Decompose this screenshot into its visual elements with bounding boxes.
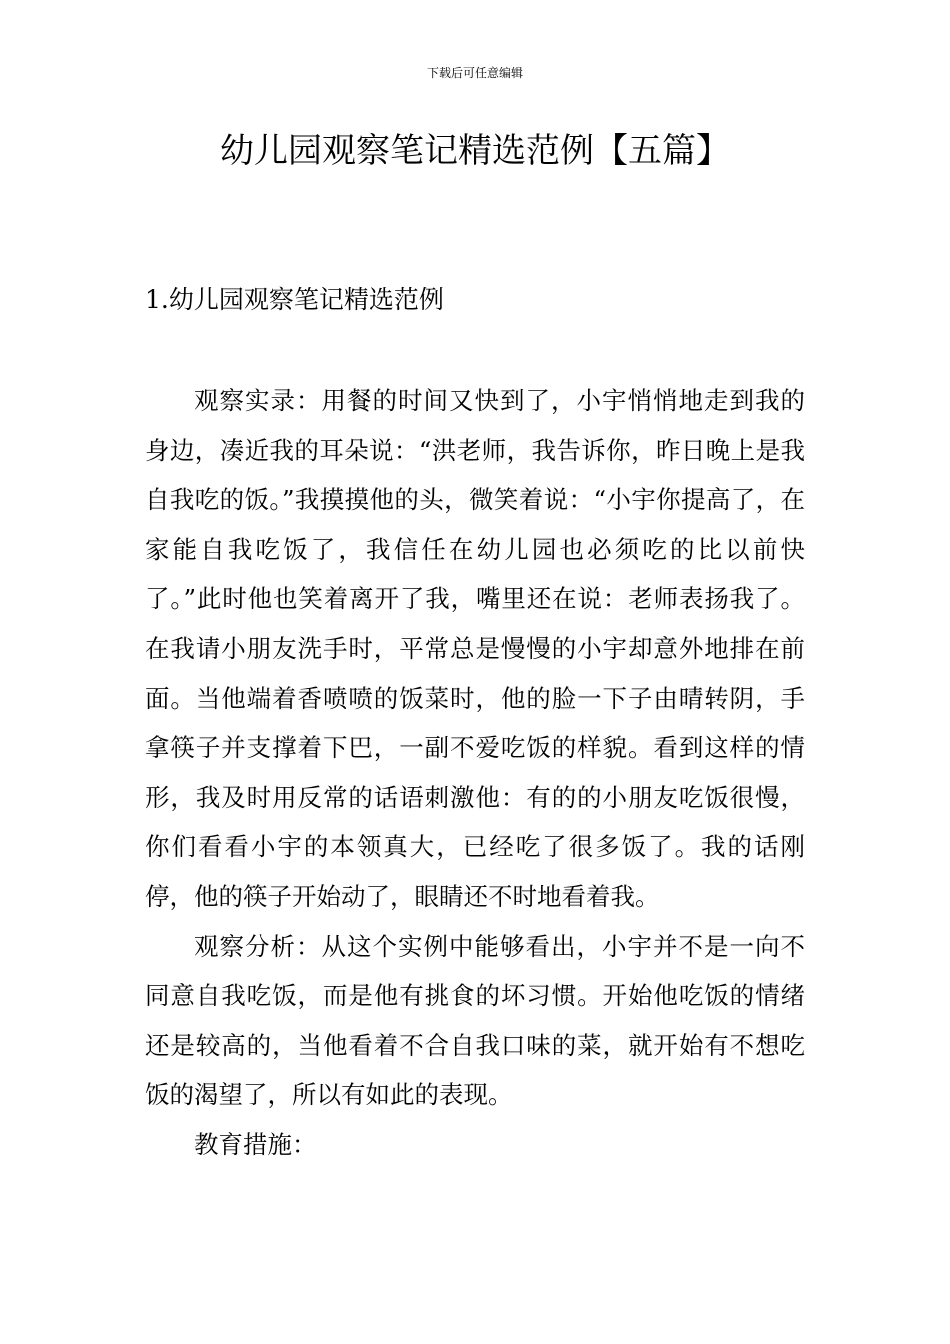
paragraph-observation-record: 观察实录：用餐的时间又快到了，小宇悄悄地走到我的身边，凑近我的耳朵说：“洪老师，我告诉你，昨日晚上是我自我吃的饭。”我摸摸他的头，微笑着说：“小宇你提高了，在家能自我吃饭了，我信任在幼儿园也必须吃的比以前快了。”此时他也笑着离开了我，嘴里还在说：老师表扬我了。在我请小朋友洗手时，平常总是慢慢的小宇却意外地排在前面。当他端着香喷喷的饭菜时，他的脸一下子由晴转阴，手拿筷子并支撑着下巴，一副不爱吃饭的样貌。看到这样的情形，我及时用反常的话语刺激他：有的的小朋友吃饭很慢，你们看看小宇的本领真大，已经吃了很多饭了。我的话刚停，他的筷子开始动了，眼睛还不时地看着我。: [145, 386, 805, 911]
paragraph-education-measures: 教育措施：: [194, 1129, 317, 1159]
paragraph-observation-analysis: 观察分析：从这个实例中能够看出，小宇并不是一向不同意自我吃饭，而是他有挑食的坏习惯。开始他吃饭的情绪还是较高的，当他看着不合自我口味的菜，就开始有不想吃饭的渴望了，所以有如此的表现。: [145, 931, 805, 1110]
header-note: 下载后可任意编辑: [426, 66, 523, 80]
section-heading: 1.幼儿园观察笔记精选范例: [145, 285, 444, 314]
body-text: [145, 376, 805, 1170]
document-title: 幼儿园观察笔记精选范例【五篇】: [220, 131, 730, 171]
